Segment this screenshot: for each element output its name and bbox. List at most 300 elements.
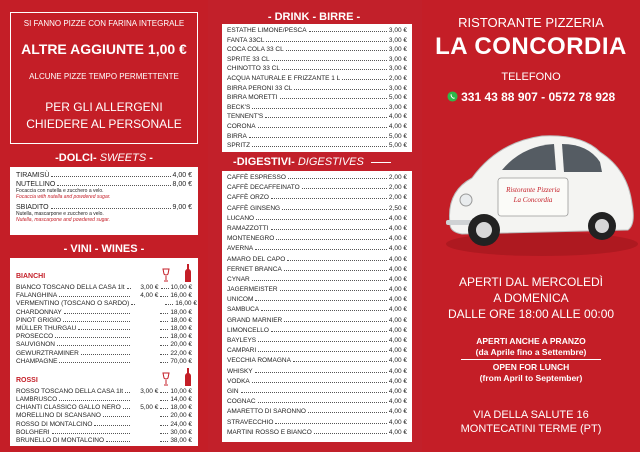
- item-name: CAMPARI: [227, 347, 257, 355]
- menu-item: [227, 214, 407, 224]
- restaurant-name: LA CONCORDIA: [435, 33, 627, 60]
- car-headlight: [460, 194, 472, 206]
- menu-item: [227, 141, 407, 151]
- dot-leader: [265, 117, 387, 118]
- item-price: 4,00 €: [388, 224, 407, 232]
- dot-leader: [287, 260, 387, 261]
- item-price: 16,00 €: [175, 300, 197, 308]
- dot-leader: [314, 433, 387, 434]
- item-price: 18,00 €: [170, 316, 192, 324]
- digestivi-list: [227, 173, 407, 438]
- item-price: 3,00 €: [388, 46, 407, 54]
- dot-leader: [252, 382, 387, 383]
- wine-bottle-icon: [184, 264, 192, 282]
- dot-leader: [59, 362, 130, 363]
- notice-line-integrale: SI FANNO PIZZE CON FARINA INTEGRALE: [23, 19, 185, 28]
- dot-leader: [131, 304, 135, 305]
- menu-item: [16, 421, 192, 429]
- item-price: 4,00 €: [388, 122, 407, 130]
- item-name: AVERNA: [227, 245, 254, 253]
- lunch-it-1: APERTI ANCHE A PRANZO: [476, 336, 586, 346]
- open-line-2: A DOMENICA: [493, 291, 569, 305]
- phone-label: TELEFONO: [501, 71, 561, 83]
- item-description: Nutella, mascarpone e zucchero a velo.: [16, 211, 104, 217]
- rossi-label: ROSSI: [16, 376, 38, 384]
- car-sign-line1: Ristorante Pizzeria: [506, 186, 560, 194]
- menu-item: [16, 412, 192, 420]
- item-name: SPRITE 33 CL: [227, 55, 270, 63]
- dot-leader: [249, 137, 387, 138]
- item-price: 4,00 €: [388, 337, 407, 344]
- dot-leader: [256, 219, 387, 220]
- wine-glass-icon: [162, 372, 170, 386]
- item-price: 4,00 €: [388, 265, 407, 273]
- dot-leader: [59, 400, 130, 401]
- menu-item: [227, 428, 407, 438]
- car-hubcap-rear: [595, 219, 609, 233]
- menu-item: [227, 45, 407, 55]
- menu-item: [227, 55, 407, 65]
- menu-item: [227, 346, 407, 356]
- dot-leader: [78, 329, 130, 330]
- item-name: GIN: [227, 387, 239, 395]
- item-name: BRUNELLO DI MONTALCINO: [16, 437, 105, 444]
- dot-leader: [258, 127, 387, 128]
- menu-item: [227, 316, 407, 326]
- wine-glass-icon: [162, 268, 170, 282]
- menu-item: [227, 193, 407, 203]
- item-price: 10,00 €: [170, 284, 193, 291]
- dot-leader: [59, 296, 130, 297]
- rossi-list: [16, 388, 192, 445]
- item-price: 5,00 €: [388, 94, 407, 102]
- dot-leader: [282, 69, 387, 70]
- item-name: CAFFÈ GINSENG: [227, 204, 281, 212]
- menu-item: [227, 183, 407, 193]
- item-name: MÜLLER THURGAU: [16, 324, 77, 332]
- item-name: WHISKY: [227, 367, 253, 375]
- lunch-en-1: OPEN FOR LUNCH: [492, 362, 570, 372]
- dot-leader: [302, 188, 387, 189]
- dot-leader: [160, 400, 168, 401]
- dot-leader: [284, 321, 387, 322]
- item-price: 4,00 €: [388, 408, 407, 416]
- dot-leader: [160, 321, 168, 322]
- item-name: CORONA: [227, 122, 256, 130]
- item-price: 4,00 €: [388, 306, 407, 314]
- item-name: PROSECCO: [16, 333, 54, 341]
- dot-leader: [165, 304, 173, 305]
- item-name: ESTATHE LIMONE/PESCA: [227, 27, 307, 34]
- lunch-it-2: (da Aprile fino a Settembre): [475, 347, 587, 357]
- notice-allergeni: PER GLI ALLERGENI: [45, 100, 163, 114]
- menu-item: [227, 74, 407, 84]
- menu-item: [227, 275, 407, 285]
- dot-leader: [160, 392, 168, 393]
- notice-line-tempo: ALCUNE PIZZE TEMPO PERMETTENTE: [29, 72, 179, 81]
- item-price: 4,00 €: [388, 245, 407, 253]
- lunch-en-2: (from April to September): [479, 373, 583, 383]
- item-name: JAGERMEISTER: [227, 286, 278, 294]
- item-name: GRAND MARNIER: [227, 316, 283, 324]
- menu-item: [227, 377, 407, 387]
- lunch-info: [422, 336, 640, 384]
- menu-item: [227, 407, 407, 417]
- menu-item: [227, 103, 407, 113]
- item-price: 3,00 €: [388, 36, 407, 44]
- dot-leader: [261, 310, 387, 311]
- dot-leader: [255, 249, 387, 250]
- car-hubcap-front: [476, 222, 492, 238]
- wine-bottle-icon: [184, 368, 192, 386]
- dot-leader: [160, 416, 168, 417]
- menu-item: [227, 112, 407, 122]
- item-name: PINOT GRIGIO: [16, 316, 62, 324]
- dot-leader: [161, 288, 169, 289]
- menu-item: [227, 367, 407, 377]
- dot-leader: [280, 98, 387, 99]
- dot-leader: [258, 341, 387, 342]
- dot-leader: [160, 354, 168, 355]
- menu-item: [227, 397, 407, 407]
- menu-item: [227, 285, 407, 295]
- menu-item: [227, 132, 407, 142]
- dot-leader: [252, 146, 387, 147]
- item-name: CAFFÈ ESPRESSO: [227, 174, 286, 181]
- dot-leader: [258, 402, 387, 403]
- item-price: 2,50 €: [388, 204, 407, 212]
- drink-list: [227, 26, 407, 151]
- item-price: 10,00 €: [170, 387, 192, 395]
- menu-item: [227, 64, 407, 74]
- menu-item: [16, 317, 192, 325]
- item-name: COCA COLA 33 CL: [227, 46, 284, 54]
- phone-numbers: 331 43 88 907 - 0572 78 928: [461, 90, 616, 104]
- item-name: CHIANTI CLASSICO GALLO NERO: [16, 404, 121, 412]
- dot-leader: [160, 362, 168, 363]
- glass-price: 4,00 €: [140, 292, 159, 300]
- item-price: 30,00 €: [170, 428, 192, 436]
- item-price: 4,00 €: [388, 428, 407, 436]
- menu-item: [16, 341, 192, 349]
- dot-leader: [160, 345, 168, 346]
- dot-leader: [52, 433, 131, 434]
- item-price: 4,00 €: [388, 326, 407, 334]
- open-line-1: APERTI DAL MERCOLEDÌ: [458, 275, 604, 289]
- item-name: UNICOM: [227, 296, 254, 304]
- dot-leader: [123, 408, 131, 409]
- dot-leader: [160, 441, 168, 442]
- item-name: MARTINI ROSSO E BIANCO: [227, 428, 312, 436]
- item-name: BIRRA: [227, 132, 247, 140]
- dolci-header: -DOLCI- SWEETS -: [55, 152, 153, 164]
- menu-item: [16, 437, 192, 445]
- phone-line: [422, 90, 640, 104]
- item-name: VODKA: [227, 377, 250, 385]
- dot-leader: [271, 229, 387, 230]
- item-name: MORELLINO DI SCANSANO: [16, 412, 101, 420]
- item-price: 4,00 €: [388, 387, 407, 395]
- dot-leader: [271, 198, 387, 199]
- item-price: 22,00 €: [170, 349, 192, 357]
- menu-item: [227, 387, 407, 397]
- item-price: 4,00 €: [388, 275, 407, 283]
- menu-item: [227, 255, 407, 265]
- dot-leader: [81, 354, 130, 355]
- item-name: BIRRA PERONI 33 CL: [227, 84, 293, 92]
- dot-leader: [127, 288, 131, 289]
- menu-item: [227, 122, 407, 132]
- menu-item: [227, 356, 407, 366]
- item-description: Focaccia con nutella e zucchero a velo.: [16, 188, 104, 194]
- item-price: 5,00 €: [388, 132, 407, 140]
- dot-leader: [252, 280, 387, 281]
- dot-leader: [160, 433, 168, 434]
- item-description-en: Nutella, mascarpone and powdered sugar.: [16, 217, 111, 223]
- menu-item: [16, 358, 192, 366]
- dot-leader: [103, 416, 130, 417]
- menu-item: [16, 333, 192, 341]
- item-price: 20,00 €: [170, 341, 192, 349]
- dot-leader: [55, 337, 130, 338]
- notice-line-aggiunte: ALTRE AGGIUNTE 1,00 €: [21, 41, 187, 57]
- dot-leader: [258, 351, 387, 352]
- menu-item: [16, 350, 192, 358]
- item-price: 2,00 €: [388, 74, 407, 82]
- dot-leader: [342, 79, 387, 80]
- item-price: 18,00 €: [170, 308, 192, 316]
- item-name: FALANGHINA: [16, 292, 58, 300]
- item-price: 4,00 €: [388, 357, 407, 365]
- item-name: FERNET BRANCA: [227, 265, 282, 273]
- item-name: BIANCO TOSCANO DELLA CASA 1lt: [16, 284, 125, 291]
- car-sign-line2: La Concordia: [513, 196, 553, 204]
- menu-item: [16, 309, 192, 317]
- item-price: 14,00 €: [170, 396, 192, 404]
- item-price: 18,00 €: [170, 333, 192, 341]
- menu-item: [16, 388, 192, 396]
- item-price: 4,00 €: [388, 296, 407, 304]
- dot-leader: [63, 321, 130, 322]
- dot-leader: [57, 345, 130, 346]
- item-price: 4,00 €: [388, 286, 407, 294]
- digestivi-box: [222, 171, 412, 442]
- item-name: LAMBRUSCO: [16, 396, 58, 404]
- item-name: AMARETTO DI SARONNO: [227, 408, 306, 416]
- item-price: 38,00 €: [170, 437, 192, 444]
- item-name: BAYLEYS: [227, 337, 257, 344]
- bianchi-list: [16, 284, 197, 366]
- item-price: 20,00 €: [170, 412, 192, 420]
- dot-leader: [286, 50, 387, 51]
- dot-leader: [272, 60, 387, 61]
- item-name: SAUVIGNON: [16, 341, 56, 349]
- item-price: 18,00 €: [170, 404, 192, 412]
- item-name: TENNENT'S: [227, 113, 264, 121]
- item-name: RAMAZZOTTI: [227, 224, 269, 232]
- menu-item: [227, 418, 407, 428]
- dot-leader: [160, 329, 168, 330]
- item-price: 4,00 €: [388, 235, 407, 243]
- item-price: 3,00 €: [388, 27, 407, 34]
- item-name: CHINOTTO 33 CL: [227, 65, 280, 73]
- item-name: LIMONCELLO: [227, 326, 269, 334]
- item-name: BECK'S: [227, 103, 251, 111]
- dot-leader: [271, 331, 387, 332]
- fiat-car-illustration: [432, 112, 640, 268]
- glass-price: 5,00 €: [140, 404, 159, 412]
- menu-item: [227, 36, 407, 46]
- drink-header: - DRINK - BIRRE -: [267, 11, 361, 23]
- item-price: 4,00 €: [388, 367, 407, 375]
- item-name: CAFFÈ ORZO: [227, 194, 269, 202]
- menu-item: [227, 265, 407, 275]
- item-price: 16,00 €: [170, 292, 192, 300]
- item-price: 3,00 €: [388, 84, 407, 92]
- menu-item: [227, 326, 407, 336]
- dot-leader: [255, 300, 387, 301]
- item-price: 24,00 €: [170, 420, 192, 428]
- item-name: MONTENEGRO: [227, 235, 275, 243]
- item-price: 3,00 €: [388, 103, 407, 111]
- item-name: CHARDONNAY: [16, 308, 62, 316]
- menu-item: [227, 224, 407, 234]
- item-price: 4,00 €: [388, 214, 407, 222]
- menu-item: [227, 93, 407, 103]
- menu-item: [16, 325, 192, 333]
- dot-leader: [160, 425, 168, 426]
- item-price: 4,00 €: [388, 418, 407, 426]
- item-price: 18,00 €: [170, 324, 192, 332]
- menu-item: [16, 396, 192, 404]
- dot-leader: [125, 392, 130, 393]
- drink-box: [222, 24, 412, 152]
- item-name: VERMENTINO (TOSCANO O SARDO): [16, 300, 130, 308]
- menu-item: [227, 173, 407, 183]
- address: [422, 408, 640, 436]
- menu-item: [16, 429, 192, 437]
- item-name: ACQUA NATURALE E FRIZZANTE 1 L: [227, 74, 341, 82]
- notice-personale: CHIEDERE AL PERSONALE: [26, 117, 182, 131]
- dot-leader: [280, 290, 387, 291]
- menu-item: [227, 26, 407, 36]
- menu-item: [227, 295, 407, 305]
- dot-leader: [293, 361, 387, 362]
- dolci-box: [10, 167, 198, 235]
- dot-leader: [288, 178, 387, 179]
- item-price: 5,00 €: [388, 142, 407, 150]
- item-name: ROSSO TOSCANO DELLA CASA 1lt: [16, 387, 124, 395]
- item-name: CHAMPAGNE: [16, 357, 58, 365]
- dot-leader: [106, 441, 130, 442]
- glass-price: 3,00 €: [140, 284, 159, 291]
- menu-item: [227, 84, 407, 94]
- item-name: CYNAR: [227, 275, 250, 283]
- item-name: VECCHIA ROMAGNA: [227, 357, 291, 365]
- item-name: BOLGHERI: [16, 428, 50, 436]
- dot-leader: [294, 89, 387, 90]
- menu-item: [227, 336, 407, 346]
- dot-leader: [252, 108, 387, 109]
- item-name: BIRRA MORETTI: [227, 94, 278, 102]
- bianchi-label: BIANCHI: [16, 273, 46, 280]
- menu-item: [227, 234, 407, 244]
- menu-item: [227, 244, 407, 254]
- item-price: 70,00 €: [170, 357, 192, 365]
- menu-item: SBIADITO 9,00 €: [16, 204, 192, 211]
- menu-item: [227, 204, 407, 214]
- dot-leader: [94, 425, 130, 426]
- item-name: GEWURZTRAMINER: [16, 349, 79, 357]
- menu-item: [16, 300, 197, 308]
- dot-leader: [275, 423, 386, 424]
- menu-item: [16, 284, 192, 292]
- dot-leader: [64, 313, 131, 314]
- item-name: SPRITZ: [227, 142, 251, 150]
- dot-leader: [266, 41, 386, 42]
- glass-price: 3,00 €: [140, 387, 159, 395]
- item-name: ROSSO DI MONTALCINO: [16, 420, 93, 428]
- menu-item: [227, 305, 407, 315]
- dot-leader: [284, 270, 387, 271]
- item-price: 2,00 €: [388, 174, 407, 181]
- dot-leader: [160, 408, 168, 409]
- item-price: 2,00 €: [388, 194, 407, 202]
- address-line-2: MONTECATINI TERME (PT): [460, 423, 602, 435]
- menu-item: NUTELLINO 8,00 €: [16, 181, 192, 188]
- open-line-3: DALLE ORE 18:00 ALLE 00:00: [447, 307, 615, 321]
- dot-leader: [276, 239, 387, 240]
- item-name: AMARO DEL CAPO: [227, 255, 286, 263]
- item-name: STRAVECCHIO: [227, 418, 274, 426]
- item-price: 4,00 €: [388, 377, 407, 385]
- dot-leader: [241, 392, 387, 393]
- item-name: FANTA 33CL: [227, 36, 265, 44]
- item-name: COGNAC: [227, 398, 256, 406]
- item-price: 4,00 €: [388, 347, 407, 355]
- item-name: CAFFÈ DECAFFEINATO: [227, 184, 300, 192]
- item-name: LUCANO: [227, 214, 255, 222]
- dot-leader: [160, 296, 168, 297]
- item-price: 3,00 €: [388, 65, 407, 73]
- item-name: SAMBUCA: [227, 306, 260, 314]
- dot-leader: [308, 412, 387, 413]
- address-line-1: VIA DELLA SALUTE 16: [473, 409, 589, 421]
- whatsapp-icon: [447, 91, 458, 102]
- menu-item: TIRAMISÙ 4,00 €: [16, 172, 192, 179]
- menu-item: [16, 292, 192, 300]
- item-price: 2,00 €: [388, 184, 407, 192]
- digestivi-header: -DIGESTIVI- DIGESTIVES: [214, 156, 414, 168]
- dot-leader: [160, 313, 168, 314]
- open-days: [422, 274, 640, 322]
- vini-box: [10, 258, 198, 446]
- dot-leader: [282, 209, 387, 210]
- dot-leader: [255, 372, 387, 373]
- dot-leader: [309, 31, 387, 32]
- item-price: 4,00 €: [388, 255, 407, 263]
- item-price: 4,00 €: [388, 113, 407, 121]
- item-price: 4,00 €: [388, 316, 407, 324]
- lunch-divider: [461, 359, 601, 360]
- item-price: 3,00 €: [388, 55, 407, 63]
- item-description-en: Focaccia with nutella and powdered sugar.: [16, 194, 111, 200]
- dot-leader: [160, 337, 168, 338]
- restaurant-subtitle: RISTORANTE PIZZERIA: [458, 15, 604, 30]
- menu-item: [16, 404, 192, 412]
- item-price: 4,00 €: [388, 398, 407, 406]
- vini-header: - VINI - WINES -: [63, 243, 145, 255]
